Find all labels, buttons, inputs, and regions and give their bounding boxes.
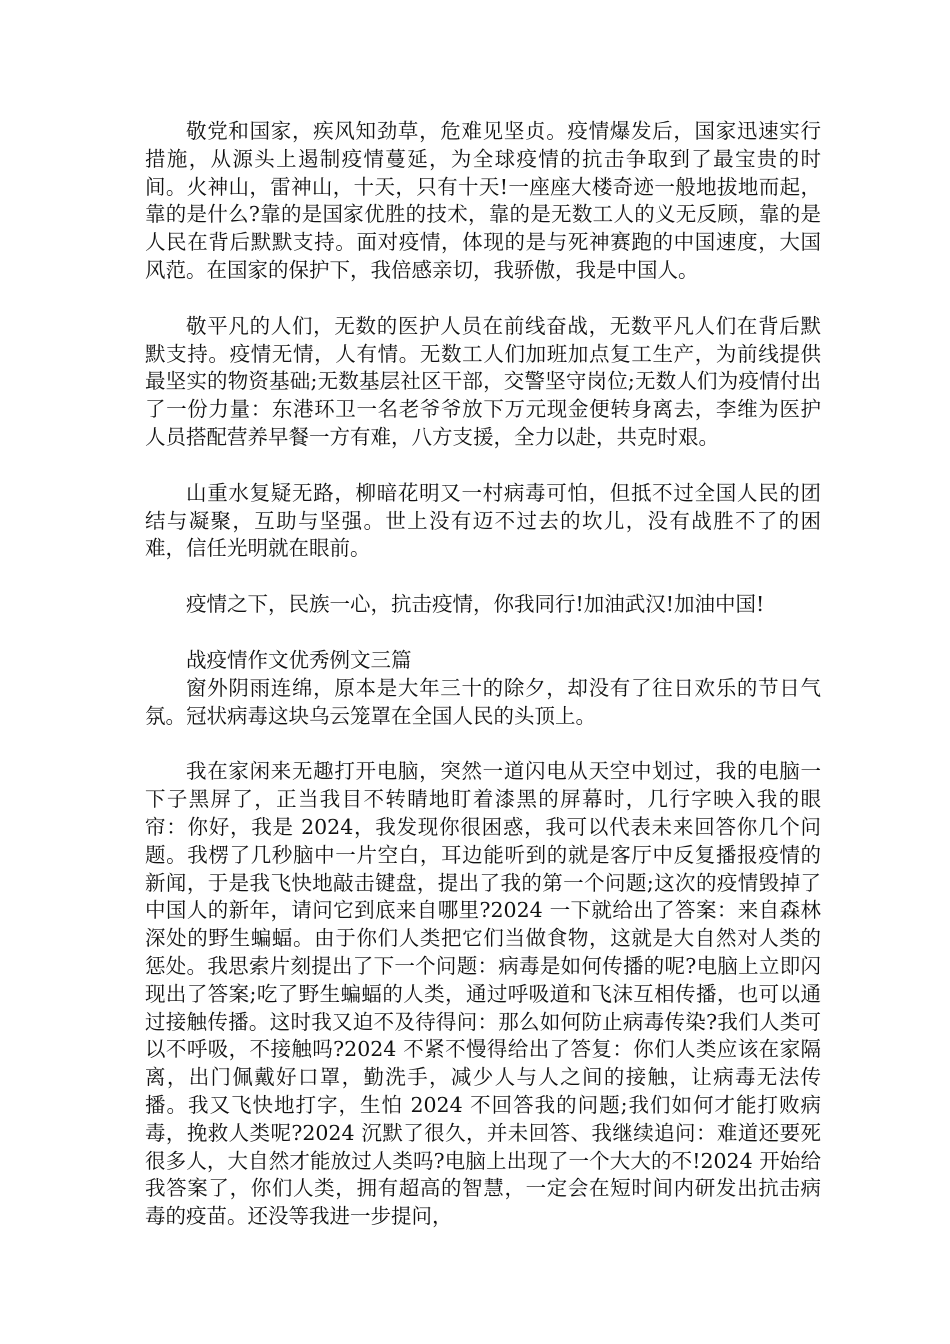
paragraph-respect-ordinary-people: 敬平凡的人们，无数的医护人员在前线奋战，无数平凡人们在背后默默支持。疫情无情，人有情。无数工人们加班加点复工生产，为前线提供最坚实的物资基础;无数基层社区干部，交警坚守岗位;无数人们为疫情付出了一份力量：东港环卫一名老爷爷放下万元现金便转身离去，李维为医护人员搭配营养早餐一方有难，八方支援，全力以赴，共克时艰。 (145, 313, 821, 449)
paragraph-computer-2024: 我在家闲来无趣打开电脑，突然一道闪电从天空中划过，我的电脑一下子黑屏了，正当我目不转睛地盯着漆黑的屏幕时，几行字映入我的眼帘：你好，我是 2024，我发现你很困惑，我可以代表未来回答你几个问题。我楞了几秒脑中一片空白，耳边能听到的就是客厅中反复播报疫情的新闻，于是我飞快地敲击键盘，提出了我的第一个问题;这次的疫情毁掉了中国人的新年，请问它到底来自哪里?2024 一下就给出了答案：来自森林深处的野生蝙蝠。由于你们人类把它们当做食物，这就是大自然对人类的惩处。我思索片刻提出了下一个问题：病毒是如何传播的呢?电脑上立即闪现出了答案;吃了野生蝙蝠的人类，通过呼吸道和飞沫互相传播，也可以通过接触传播。这时我又迫不及待得问：那么如何防止病毒传染?我们人类可以不呼吸，不接触吗?2024 不紧不慢得给出了答复：你们人类应该在家隔离，出门佩戴好口罩，勤洗手，减少人与人之间的接触，让病毒无法传播。我又飞快地打字，生怕 2024 不回答我的问题;我们如何才能打败病毒，挽救人类呢?2024 沉默了很久，并未回答、我继续追问：难道还要死很多人，大自然才能放过人类吗?电脑上出现了一个大大的不!2024 开始给我答案了，你们人类，拥有超高的智慧，一定会在短时间内研发出抗击病毒的疫苗。还没等我进一步提问， (145, 759, 821, 1229)
paragraph-slogan: 疫情之下，民族一心，抗击疫情，你我同行!加油武汉!加油中国! (186, 592, 765, 617)
section-title: 战疫情作文优秀例文三篇 (186, 647, 412, 672)
paragraph-unity: 山重水复疑无路，柳暗花明又一村病毒可怕，但抵不过全国人民的团结与凝聚，互助与坚强。世上没有迈不过去的坎儿，没有战胜不了的困难，信任光明就在眼前。 (145, 480, 821, 561)
paragraph-respect-nation: 敬党和国家，疾风知劲草，危难见坚贞。疫情爆发后，国家迅速实行措施，从源头上遏制疫情蔓延，为全球疫情的抗击争取到了最宝贵的时间。火神山，雷神山，十天，只有十天!一座座大楼奇迹一般地拔地而起，靠的是什么?靠的是国家优胜的技术，靠的是无数工人的义无反顾，靠的是人民在背后默默支持。面对疫情，体现的是与死神赛跑的中国速度，大国风范。在国家的保护下，我倍感亲切，我骄傲，我是中国人。 (145, 119, 821, 282)
document-page (145, 118, 821, 1259)
paragraph-new-year-eve: 窗外阴雨连绵，原本是大年三十的除夕，却没有了往日欢乐的节日气氛。冠状病毒这块乌云笼罩在全国人民的头顶上。 (145, 675, 821, 728)
